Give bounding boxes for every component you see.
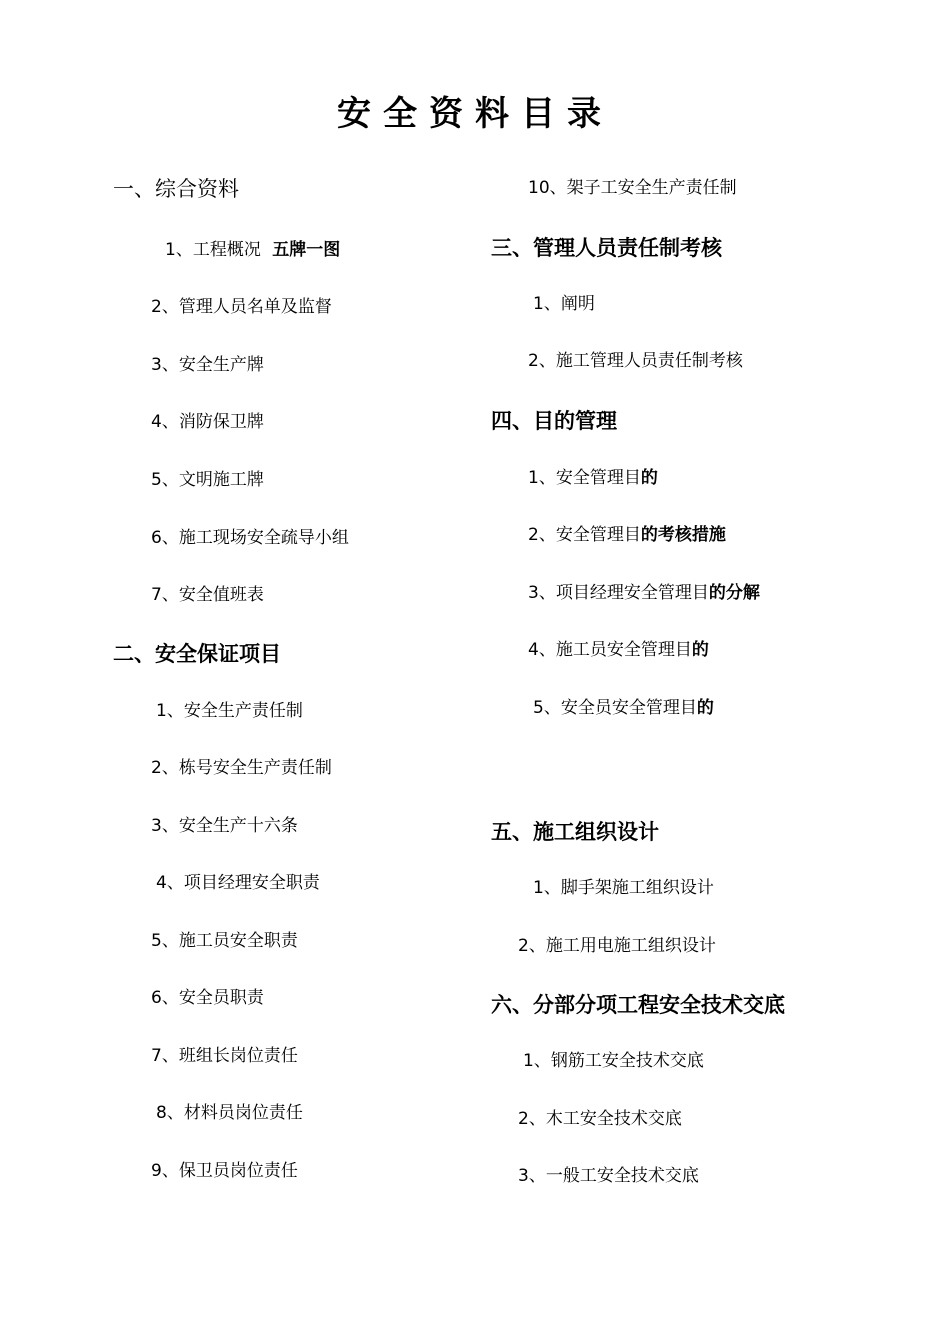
toc-item-4-5 <box>533 700 714 717</box>
toc-item-1-6: 6、施工现场安全疏导小组 <box>151 528 349 548</box>
toc-item-label: 3、项目经理安全管理目 <box>528 583 709 603</box>
toc-item-1-4: 4、消防保卫牌 <box>151 412 264 432</box>
toc-item-2-1: 1、安全生产责任制 <box>156 701 303 721</box>
toc-item-1-5: 5、文明施工牌 <box>151 470 264 490</box>
toc-item-2-10: 10、架子工安全生产责任制 <box>528 178 737 198</box>
toc-item-emphasis: 的考核措施 <box>640 525 726 545</box>
toc-item-emphasis: 的 <box>696 698 714 718</box>
toc-item-2-7: 7、班组长岗位责任 <box>151 1046 298 1066</box>
toc-item-6-1: 1、钢筋工安全技术交底 <box>523 1051 704 1071</box>
toc-item-3-2: 2、施工管理人员责任制考核 <box>528 351 743 371</box>
toc-item-emphasis: 的分解 <box>708 583 760 603</box>
toc-item-2-2: 2、栋号安全生产责任制 <box>151 758 332 778</box>
toc-item-2-6: 6、安全员职责 <box>151 988 264 1008</box>
toc-item-label: 1、安全管理目 <box>528 468 641 488</box>
section-heading-4: 四、目的管理 <box>491 409 617 433</box>
toc-item-5-1: 1、脚手架施工组织设计 <box>533 878 714 898</box>
toc-item-emphasis: 五牌一图 <box>272 240 341 260</box>
toc-item-6-3: 3、一般工安全技术交底 <box>518 1166 699 1186</box>
toc-item-2-9: 9、保卫员岗位责任 <box>151 1161 298 1181</box>
toc-item-2-5: 5、施工员安全职责 <box>151 931 298 951</box>
toc-item-4-3 <box>528 585 760 602</box>
toc-item-label: 4、施工员安全管理目 <box>528 640 692 660</box>
toc-item-5-2: 2、施工用电施工组织设计 <box>518 936 716 956</box>
toc-item-1-1 <box>165 242 340 259</box>
toc-item-3-1: 1、阐明 <box>533 294 595 314</box>
page-title: 安全资料目录 <box>337 94 613 134</box>
toc-item-4-4 <box>528 642 709 659</box>
toc-item-1-2: 2、管理人员名单及监督 <box>151 297 332 317</box>
toc-item-emphasis: 的 <box>640 468 658 488</box>
section-heading-3: 三、管理人员责任制考核 <box>491 236 722 260</box>
toc-item-1-3: 3、安全生产牌 <box>151 355 264 375</box>
toc-item-emphasis: 的 <box>691 640 709 660</box>
section-heading-5: 五、施工组织设计 <box>491 820 659 844</box>
toc-item-4-1 <box>528 470 658 487</box>
toc-item-4-2 <box>528 527 726 544</box>
toc-item-label: 5、安全员安全管理目 <box>533 698 697 718</box>
toc-item-1-7: 7、安全值班表 <box>151 585 264 605</box>
toc-item-2-4: 4、项目经理安全职责 <box>156 873 320 893</box>
toc-item-6-2: 2、木工安全技术交底 <box>518 1109 682 1129</box>
section-heading-1: 一、综合资料 <box>113 177 239 201</box>
section-heading-2: 二、安全保证项目 <box>113 642 281 666</box>
toc-item-2-3: 3、安全生产十六条 <box>151 816 298 836</box>
toc-item-2-8: 8、材料员岗位责任 <box>156 1103 303 1123</box>
toc-item-label: 2、安全管理目 <box>528 525 641 545</box>
toc-item-label: 1、工程概况 <box>165 240 261 260</box>
section-heading-6: 六、分部分项工程安全技术交底 <box>491 993 785 1017</box>
